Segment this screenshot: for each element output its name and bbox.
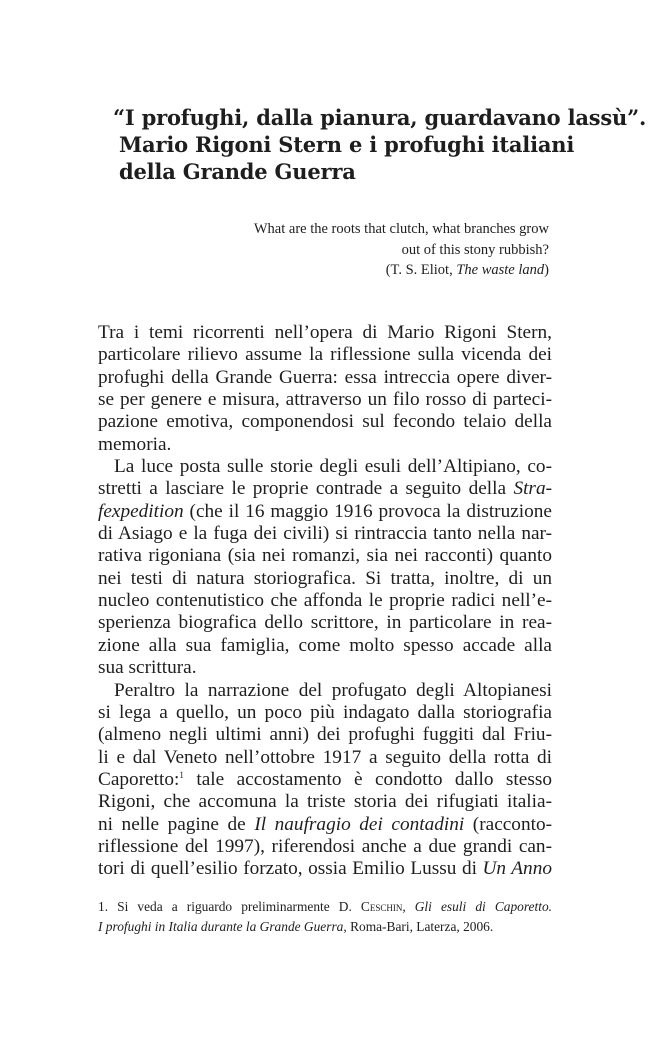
epigraph-attribution — [200, 260, 549, 281]
italic-title: Il naufragio dei contadini — [254, 813, 465, 835]
text-line: nucleo contenutistico che affonda le proprie radici nell’e- — [98, 590, 552, 612]
text-run: stretti a lasciare le proprie contrade a seguito della — [98, 478, 514, 500]
footnote-author: Ceschin — [360, 899, 403, 914]
chapter-title — [113, 104, 647, 185]
body-text — [98, 322, 552, 881]
text-line: rativa rigoniana (sia nei romanzi, sia nei racconti) quanto — [98, 545, 552, 567]
text-run: Caporetto: — [98, 768, 180, 790]
epigraph-line: What are the roots that clutch, what branches grow — [253, 221, 549, 237]
text-line: sperienza biografica dello scrittore, in particolare in rea- — [98, 612, 552, 634]
attribution-prefix: (T. S. Eliot, — [385, 262, 457, 278]
text-line: (almeno negli ultimi anni) dei profughi fuggiti dal Friu- — [98, 724, 552, 746]
text-line: memoria. — [98, 433, 172, 455]
text-line — [98, 814, 552, 836]
text-line: li e dal Veneto nell’ottobre 1917 a seguito della rotta di — [98, 746, 552, 768]
text-line: Rigoni, che accomuna la triste storia dei rifugiati italia- — [98, 791, 552, 813]
text-run: (racconto- — [464, 813, 553, 835]
text-run: 1. Si veda a riguardo preliminarmente D. — [98, 899, 361, 914]
epigraph — [200, 219, 549, 281]
italic-term: Stra- — [513, 478, 552, 500]
text-line: Tra i temi ricorrenti nell’opera di Mario Rigoni Stern, — [98, 322, 552, 343]
text-line: se per genere e misura, attraverso un filo rosso di parteci- — [98, 389, 552, 411]
chapter-title-line: Mario Rigoni Stern e i profughi italiani — [119, 132, 575, 157]
footnote-line — [98, 917, 552, 937]
chapter-title-line: della Grande Guerra — [119, 159, 356, 184]
footnote — [98, 897, 552, 937]
text-line: riflessione del 1997), riferendosi anche a due grandi can- — [98, 835, 552, 857]
attribution-work: The waste land — [456, 262, 545, 278]
attribution-suffix: ) — [544, 262, 549, 278]
italic-term: fexpedition — [98, 500, 184, 522]
text-run: , Roma-Bari, Laterza, 2006. — [343, 919, 494, 934]
text-line — [98, 478, 552, 500]
text-run: ni nelle pagine de — [98, 813, 255, 835]
text-line: sua scrittura. — [98, 657, 197, 679]
text-line: pazione emotiva, componendosi sul fecondo telaio della — [98, 411, 552, 433]
paragraph-3 — [98, 680, 552, 881]
text-line — [98, 501, 552, 523]
text-run: , — [402, 899, 415, 914]
text-line: si lega a quello, un poco più indagato dalla storiografia — [98, 701, 552, 723]
text-line: La luce posta sulle storie degli esuli dell’Altipiano, co- — [114, 456, 552, 478]
footnote-title: Gli esuli di Caporetto. — [414, 899, 552, 914]
text-run: tori di quell’esilio forzato, ossia Emilio Lussu di — [98, 858, 483, 880]
text-run: tale accostamento è condotto dallo stesso — [183, 768, 552, 790]
chapter-title-line: “I profughi, dalla pianura, guardavano lassù”. — [113, 105, 647, 130]
footnote-title: I profughi in Italia durante la Grande Guerra — [98, 919, 344, 934]
paragraph-1 — [98, 322, 552, 456]
italic-title: Un Anno — [482, 858, 552, 880]
text-run: (che il 16 maggio 1916 provoca la distruzione — [183, 500, 552, 522]
text-line: zione alla sua famiglia, come molto spesso accade alla — [98, 634, 552, 656]
paragraph-2 — [98, 456, 552, 679]
text-line: Peraltro la narrazione del profugato degli Altopianesi — [114, 679, 552, 701]
text-line — [98, 858, 552, 880]
epigraph-line: out of this stony rubbish? — [401, 241, 549, 258]
text-line: nei testi di natura storiografica. Si tratta, inoltre, di un — [98, 567, 552, 589]
text-line — [98, 769, 552, 791]
footnote-line — [98, 897, 552, 917]
text-line: profughi della Grande Guerra: essa intreccia opere diver- — [98, 366, 552, 388]
footnote-ref[interactable]: 1 — [179, 769, 184, 780]
text-line: particolare rilievo assume la riflessione sulla vicenda dei — [98, 344, 552, 366]
text-line: di Asiago e la fuga dei civili) si rintraccia tanto nella nar- — [98, 523, 552, 545]
